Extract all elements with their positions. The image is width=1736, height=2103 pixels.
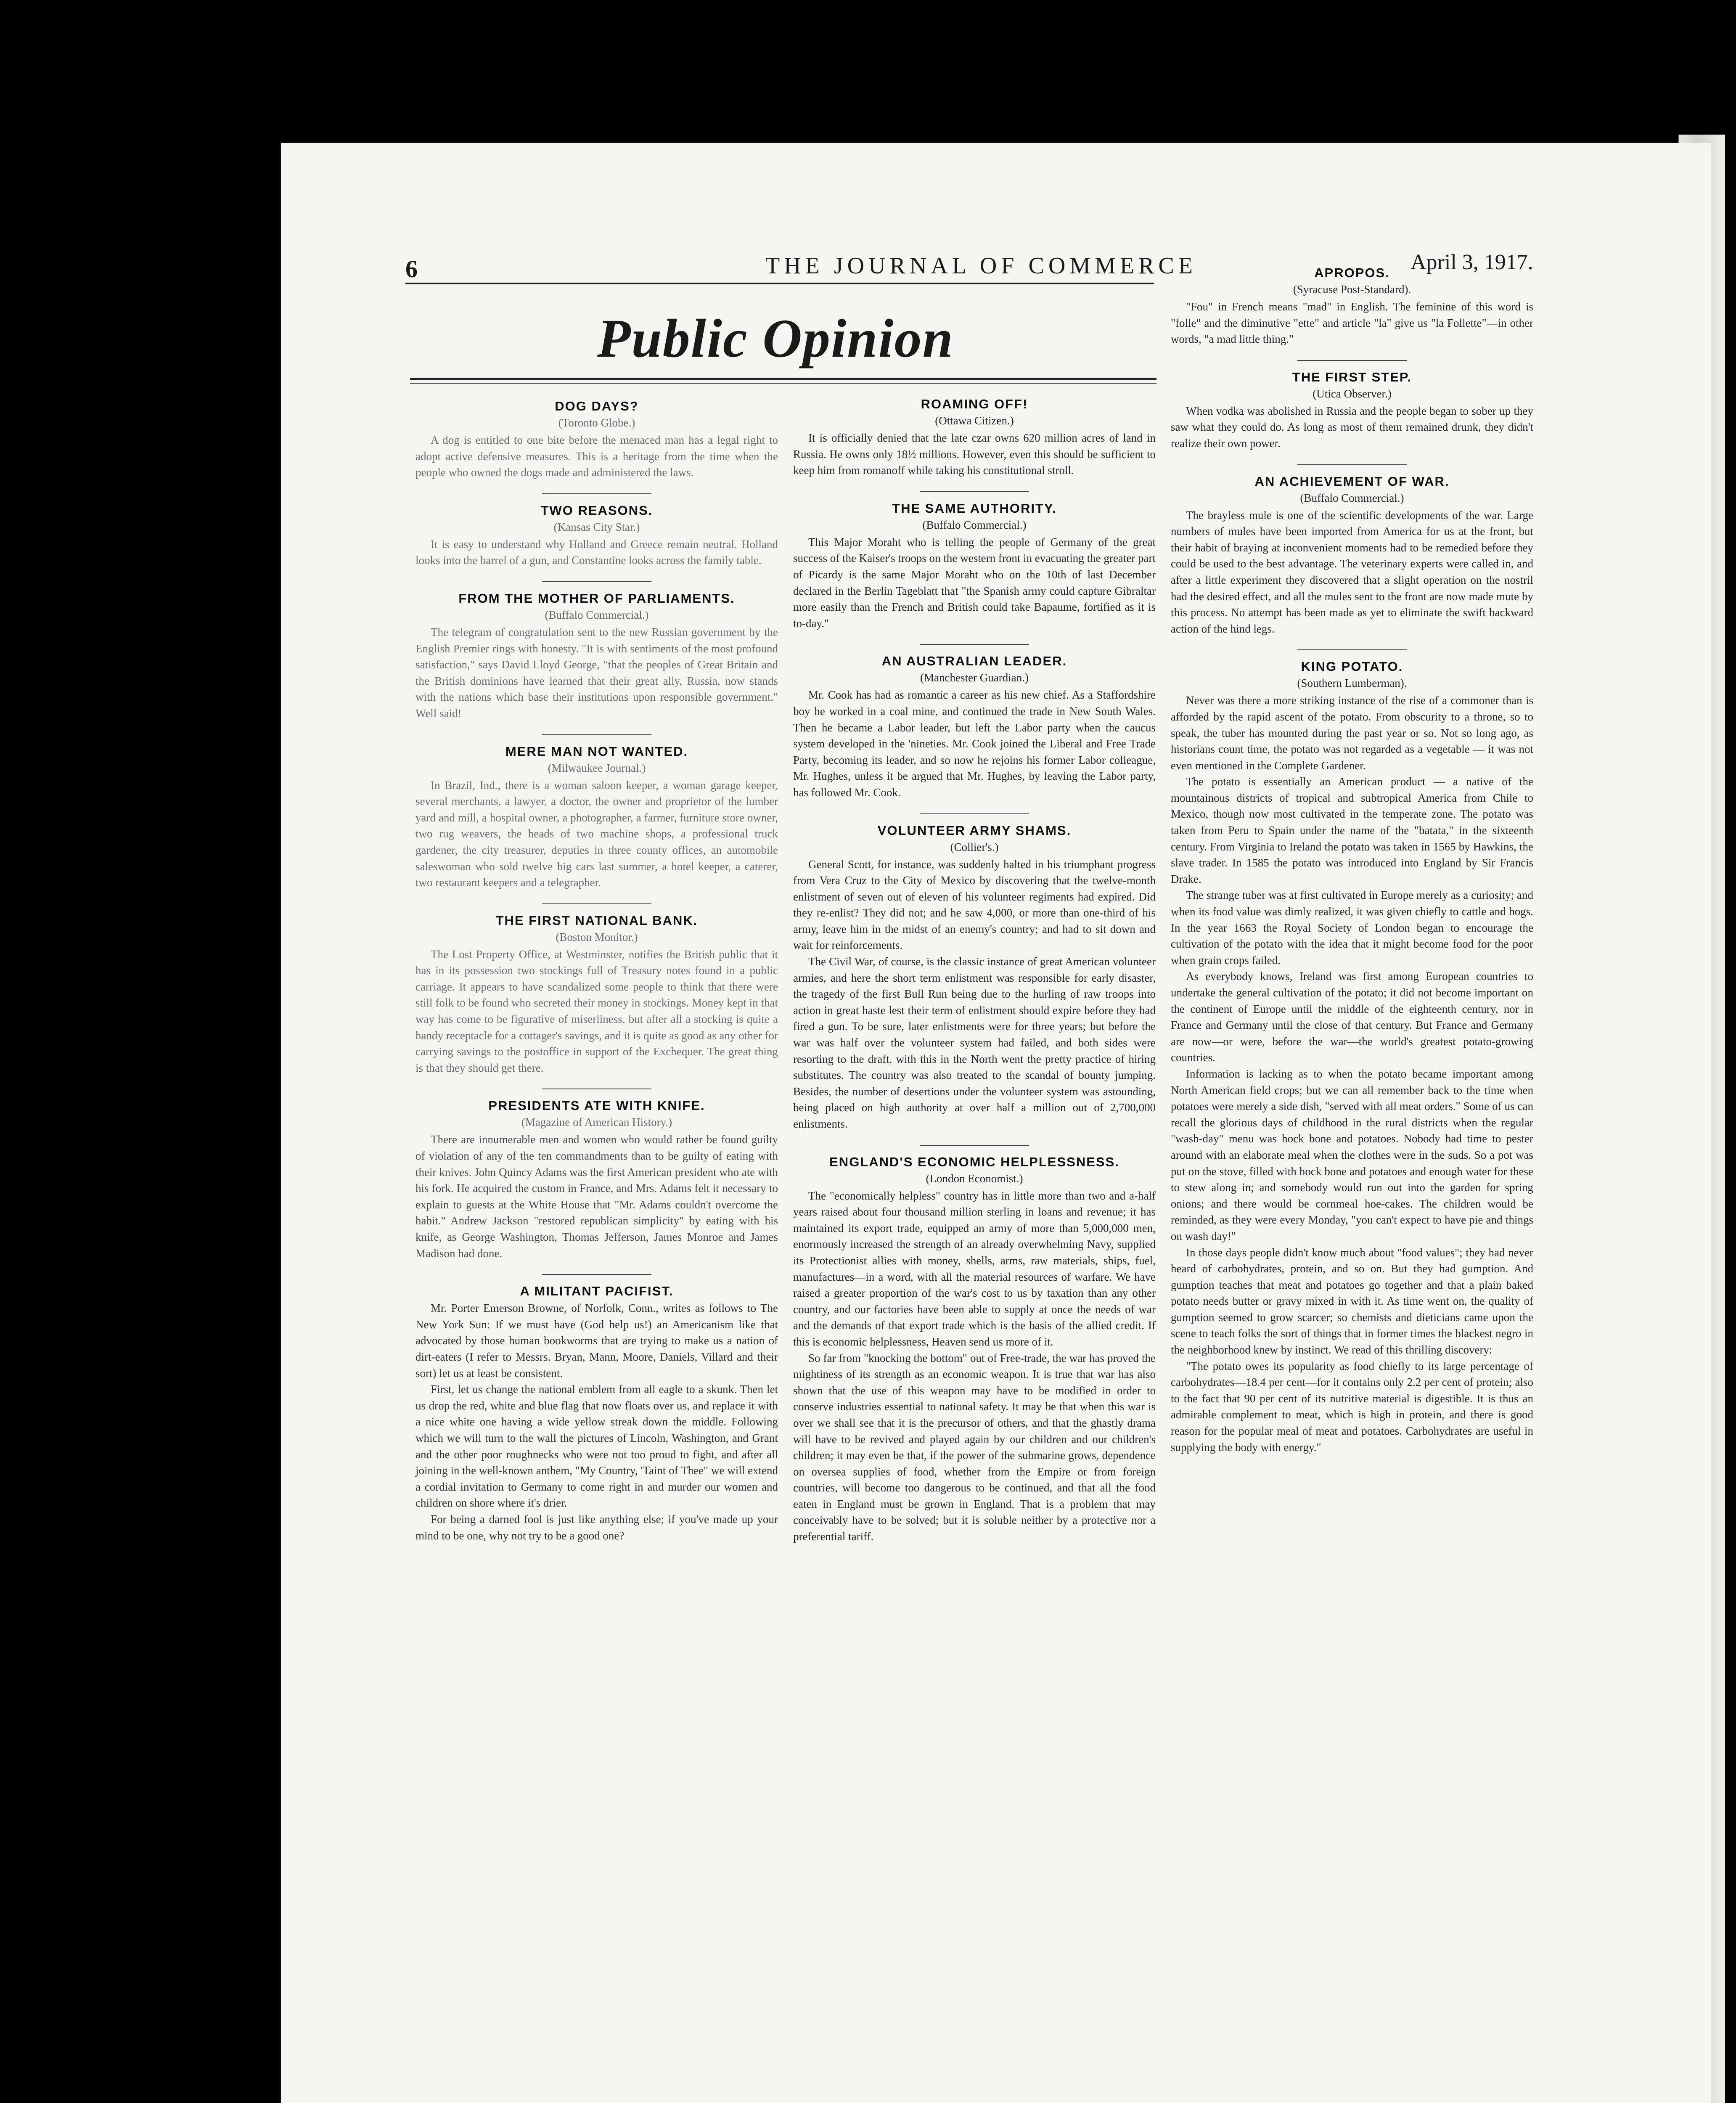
article bbox=[793, 813, 1156, 1132]
article-separator bbox=[920, 644, 1029, 645]
article bbox=[793, 644, 1156, 800]
article-headline: PRESIDENTS ATE WITH KNIFE. bbox=[488, 1098, 705, 1113]
article-source: (Buffalo Commercial.) bbox=[545, 608, 649, 621]
article-paragraph: A dog is entitled to one bite before the menaced man has a legal right to adopt active defensive measures. This is a heritage from the time when the people who owned the dogs made and administered the laws. bbox=[415, 434, 778, 479]
article-source: (Boston Monitor.) bbox=[556, 930, 638, 943]
article-paragraph: The Lost Property Office, at Westminster, notifies the British public that it has in its possession two stockings full of Treasury notes found in a public carriage. It appears to have scandalized some people to think that there were still folk to be found who secreted their money in stockings. Money kept in that way has come to be figurative of miserliness, but after all a stocking is quite a handy receptacle for a cottager's savings, and it is quite as good as any other for carrying savings to the postoffice in support of the Exchequer. The great thing is that they should get there. bbox=[415, 948, 778, 1074]
article bbox=[415, 734, 778, 891]
article-headline: APROPOS. bbox=[1314, 265, 1390, 280]
article-paragraph: The strange tuber was at first cultivated in Europe merely as a curiosity; and when its food value was dimly realized, it was given chiefly to cattle and hogs. In the year 1663 the Royal Society of London began to encourage the cultivation of the potato with the idea that it might become food for the poor when grain crops failed. bbox=[1171, 889, 1533, 967]
article-separator bbox=[542, 734, 651, 735]
article bbox=[415, 581, 778, 722]
article-source: (London Economist.) bbox=[926, 1172, 1023, 1185]
article-paragraph: General Scott, for instance, was suddenly halted in his triumphant progress from Vera Cruz to the City of Mexico by discovering that the twelve-month enlistment of seven out of eleven of his volunteer regiments had expired. Did they re-enlist? They did not; and he saw 4,000, or more than one-third of his army, leave him in the midst of an enemy's country; and had to sit down and wait for reinforcements. bbox=[793, 858, 1156, 952]
article-separator bbox=[1297, 360, 1407, 361]
article-paragraph: Information is lacking as to when the potato became important among North American field crops; but we can all remember back to the time when potatoes were merely a side dish, "served with all meat orders." Some of us can recall the glorious days of childhood in the rural districts when the regular "wash-day" menu was hock bone and potatoes. Nobody had time to pester around with an elaborate meal when the clothes were in the suds. So a pot was put on the stove, filled with hock bone and potatoes and enough water for these to stew along in; and somebody would run out into the garden for spring onions; and there would be cornmeal hoe-cakes. The children would be reminded, as they were every Monday, "you can't expect to have pie and things on wash day!" bbox=[1171, 1067, 1533, 1242]
article-separator bbox=[1297, 649, 1407, 650]
article bbox=[415, 1274, 778, 1544]
article-separator bbox=[920, 491, 1029, 492]
article-separator bbox=[542, 903, 651, 904]
article-source: (Manchester Guardian.) bbox=[920, 671, 1029, 684]
article-separator bbox=[920, 813, 1029, 814]
article-headline: FROM THE MOTHER OF PARLIAMENTS. bbox=[458, 591, 735, 606]
article-separator bbox=[542, 493, 651, 494]
article-paragraph: So far from "knocking the bottom" out of Free-trade, the war has proved the mightiness of its strength as an economic weapon. It is true that war has also shown that the use of this weapon may have to be modified in order to conserve industries essential to national safety. It may be that when this war is over we shall see that it is the precursor of others, and that the ghastly drama will have to be revived and played again by our children and our children's children; it may even be that, if the power of the submarine grows, dependence on oversea supplies of food, whether from the Empire or from foreign countries, will become too dangerous to be continued, and that all the food eaten in England must be grown in England. That is a problem that may conceivably have to be solved; but it is soluble neither by a protective nor a preferential tariff. bbox=[793, 1351, 1156, 1543]
header-rule bbox=[405, 283, 1154, 284]
article-source: (Southern Lumberman). bbox=[1297, 677, 1407, 690]
article-headline: DOG DAYS? bbox=[555, 399, 639, 413]
article bbox=[415, 397, 778, 481]
article-paragraph: It is easy to understand why Holland and Greece remain neutral. Holland looks into the barrel of a gun, and Constantine looks across the family table. bbox=[415, 538, 778, 567]
article-paragraph: Mr. Porter Emerson Browne, of Norfolk, Conn., writes as follows to The New York Sun: If we must have (God help us!) an Americanism like that advocated by those human bookworms that are trying to make us a nation of dirt-eaters (I refer to Messrs. Bryan, Mann, Moore, Daniels, Villard and their sort) let us at least be consistent. bbox=[415, 1302, 778, 1380]
article bbox=[793, 491, 1156, 632]
article-separator bbox=[1297, 464, 1407, 465]
article-paragraph: There are innumerable men and women who would rather be found guilty of violation of any of the ten commandments than to be guilty of eating with their knives. John Quincy Adams was the first American president who ate with his fork. He acquired the custom in France, and Mrs. Adams felt it necessary to explain to guests at the White House that "Mr. Adams couldn't overcome the habit." Andrew Jackson "restored republican simplicity" by eating with his knife, as George Washington, Thomas Jefferson, James Monroe and James Madison had done. bbox=[415, 1133, 778, 1260]
article-paragraph: The potato is essentially an American product — a native of the mountainous districts of tropical and subtropical America from Chile to Mexico, though now most cultivated in the temperate zone. The potato was taken from Peru to Spain under the name of the "batata," in the sixteenth century. From Virginia to Ireland the potato was taken in 1565 by Hawkins, the slave trader. In 1585 the potato was introduced into England by Sir Francis Drake. bbox=[1171, 775, 1533, 885]
article-separator bbox=[920, 1145, 1029, 1146]
article-paragraph: The "economically helpless" country has in little more than two and a-half years raised about four thousand million sterling in loans and revenue; it has maintained its export trade, equipped an army of more than 5,000,000 men, enormously increased the strength of an already overwhelming Navy, supplied its Protectionist allies with money, shells, arms, raw materials, ships, fuel, manufactures—in a word, with all the material resources of warfare. We have raised a greater proportion of the war's cost to us by taxation than any other country, and our factories have been able to supply at once the needs of war and the demands of that export trade which is the basis of the allied credit. If this is economic helplessness, Heaven send us more of it. bbox=[793, 1189, 1156, 1348]
article bbox=[1171, 464, 1533, 637]
article-source: (Ottawa Citizen.) bbox=[935, 414, 1014, 427]
article-paragraph: The brayless mule is one of the scientific developments of the war. Large numbers of mules have been imported from America for us at the front, but their habit of braying at inconvenient moments had to be remedied before they could be used to the best advantage. The veterinary experts were called in, and after a little experiment they discovered that a slight operation on the nostril had the desired effect, and all the mules sent to the front are now made mute by this process. No attempt has been made as yet to eliminate the swift backward action of the hind legs. bbox=[1171, 509, 1533, 635]
title-rule-thick bbox=[410, 378, 1156, 380]
article-source: (Utica Observer.) bbox=[1313, 387, 1392, 400]
article bbox=[1171, 360, 1533, 452]
article-paragraph: Mr. Cook has had as romantic a career as his new chief. As a Staffordshire boy he worked in a coal mine, and continued the trade in New South Wales. Then he became a Labor leader, but left the Labor party when the caucus system developed in the 'nineties. Mr. Cook joined the Liberal and Free Trade Party, becoming its leader, and so now he rejoins his former Labor colleague, Mr. Hughes, unless it be argued that Mr. Hughes, by leaving the Labor party, has followed Mr. Cook. bbox=[793, 689, 1156, 799]
article-paragraph: "Fou" in French means "mad" in English. The feminine of this word is "folle" and the diminutive "ette" and article "la" give us "la Follette"—in other words, "a mad little thing." bbox=[1171, 300, 1533, 346]
article-paragraph: Never was there a more striking instance of the rise of a commoner than is afforded by the rapid ascent of the potato. From obscurity to a throne, so to speak, the tuber has mounted during the past year or so. Not so long ago, as historians count time, the potato was not regarded as a vegetable — it was not even mentioned in the Complete Gardener. bbox=[1171, 694, 1533, 772]
article-paragraph: It is officially denied that the late czar owns 620 million acres of land in Russia. He owns only 18½ millions. However, even this should be sufficient to keep him from romanoff while taking his constitutional stroll. bbox=[793, 432, 1156, 477]
article-headline: AN ACHIEVEMENT OF WAR. bbox=[1254, 474, 1450, 489]
article-source: (Magazine of American History.) bbox=[521, 1116, 672, 1129]
article-source: (Buffalo Commercial.) bbox=[922, 518, 1027, 531]
column-1 bbox=[415, 397, 778, 1962]
article-paragraph: As everybody knows, Ireland was first among European countries to undertake the general cultivation of the potato; it did not become important on the continent of Europe until the middle of the eighteenth century, nor in France and Germany until the close of that century. But France and Germany are now—or were, before the war—the world's greatest potato-growing countries. bbox=[1171, 970, 1533, 1064]
article-paragraph: In Brazil, Ind., there is a woman saloon keeper, a woman garage keeper, several merchants, a lawyer, a doctor, the owner and proprietor of the lumber yard and mill, a hospital owner, a photographer, a farmer, furniture store owner, two rug weavers, the heads of two machine shops, a professional truck gardener, the city treasurer, deputies in three county offices, an automobile saleswoman who sold twelve big cars last summer, a hotel keeper, a caterer, two restaurant keepers and a telegrapher. bbox=[415, 779, 778, 889]
article-headline: THE FIRST NATIONAL BANK. bbox=[495, 913, 698, 928]
article-headline: KING POTATO. bbox=[1301, 659, 1403, 674]
article-headline: THE FIRST STEP. bbox=[1292, 369, 1412, 384]
article-paragraph: When vodka was abolished in Russia and the people began to sober up they saw what they could do. As long as most of them remained drunk, they didn't realize their own power. bbox=[1171, 404, 1533, 450]
article bbox=[793, 1145, 1156, 1545]
article-paragraph: This Major Moraht who is telling the people of Germany of the great success of the Kaiser's troops on the western front in evacuating the greater part of Picardy is the same Major Moraht who on the 10th of last December declared in the Berlin Tageblatt that "the Spanish army could capture Gibraltar more easily than the French and British could take Bapaume, fortified as it is to-day." bbox=[793, 535, 1156, 630]
column-3 bbox=[1171, 264, 1533, 1862]
article-headline: A MILITANT PACIFIST. bbox=[520, 1284, 674, 1299]
article bbox=[415, 1089, 778, 1261]
article-headline: ENGLAND'S ECONOMIC HELPLESSNESS. bbox=[829, 1154, 1119, 1169]
section-title: Public Opinion bbox=[597, 308, 954, 369]
article bbox=[1171, 264, 1533, 347]
article-headline: THE SAME AUTHORITY. bbox=[892, 501, 1057, 516]
article-source: (Buffalo Commercial.) bbox=[1300, 491, 1404, 504]
article-paragraph: The telegram of congratulation sent to the new Russian government by the English Premier rings with honesty. "It is with sentiments of the most profound satisfaction," says David Lloyd George, "that the peoples of Great Britain and the British dominions have learned that their great ally, Russia, now stands with the nations which base their institutions upon responsible government." Well said! bbox=[415, 625, 778, 720]
article bbox=[415, 903, 778, 1076]
article-separator bbox=[542, 581, 651, 582]
article bbox=[793, 395, 1156, 479]
article-source: (Toronto Globe.) bbox=[558, 416, 635, 429]
article-separator bbox=[542, 1274, 651, 1275]
issue-date: April 3, 1917. bbox=[1410, 250, 1533, 274]
masthead: THE JOURNAL OF COMMERCE bbox=[765, 253, 1197, 279]
article-paragraph: For being a darned fool is just like anything else; if you've made up your mind to be one, why not try to be a good one? bbox=[415, 1512, 778, 1542]
article-headline: ROAMING OFF! bbox=[921, 397, 1028, 411]
article-source: (Milwaukee Journal.) bbox=[548, 761, 646, 774]
article bbox=[415, 493, 778, 569]
article bbox=[1171, 649, 1533, 1455]
article-headline: AN AUSTRALIAN LEADER. bbox=[881, 654, 1067, 669]
article-paragraph: In those days people didn't know much about "food values"; they had never heard of carbohydrates, protein, and so on. But they had gumption. And gumption teaches that meat and potatoes go together and that a plain baked potato needs butter or gravy mixed in with it. As time went on, the quality of gumption seemed to grow scarcer; so chemists and dieticians came upon the scene to teach folks the sort of things that in former times the blackest negro in the neighborhood knew by instinct. We read of this thrilling discovery: bbox=[1171, 1246, 1533, 1356]
article-headline: MERE MAN NOT WANTED. bbox=[505, 744, 688, 759]
article-headline: VOLUNTEER ARMY SHAMS. bbox=[877, 823, 1072, 838]
article-source: (Collier's.) bbox=[950, 840, 999, 853]
page-number: 6 bbox=[405, 255, 418, 283]
article-headline: TWO REASONS. bbox=[540, 503, 653, 518]
column-2 bbox=[793, 395, 1156, 2023]
article-source: (Kansas City Star.) bbox=[553, 520, 640, 533]
article-paragraph: First, let us change the national emblem from all eagle to a skunk. Then let us drop the red, white and blue flag that now floats over us, and replace it with a nice white one having a wide yellow streak down the middle. Following which we will turn to the wall the pictures of Lincoln, Washington, and Grant and the other poor roughnecks who were not too proud to fight, and after all joining in the well-known anthem, "My Country, 'Taint of Thee" we will extend a cordial invitation to Germany to come right in and murder our women and children on shore where it's drier. bbox=[415, 1383, 778, 1510]
article-paragraph: "The potato owes its popularity as food chiefly to its large percentage of carbohydrates—18.4 per cent—for it contains only 2.2 per cent of protein; also to the fact that 90 per cent of its nutritive material is digestible. It is thus an admirable complement to meat, which is high in protein, and there is good reason for the popular meal of meat and potatoes. Carbohydrates are useful in supplying the body with energy." bbox=[1171, 1359, 1533, 1454]
article-source: (Syracuse Post-Standard). bbox=[1293, 283, 1411, 296]
article-paragraph: The Civil War, of course, is the classic instance of great American volunteer armies, and here the short term enlistment was responsible for early disaster, the tragedy of the first Bull Run being due to the hurling of raw troops into action in great haste lest their term of enlistment should expire before they had fired a gun. To be sure, later enlistments were for three years; but before the war was half over the volunteer system had failed, and both sides were resorting to the draft, with this in the North went the pretty practice of hiring substitutes. The country was also treated to the scandal of bounty jumping. Besides, the number of desertions under the volunteer system was astounding, being placed on high authority at over half a million out of 2,700,000 enlistments. bbox=[793, 955, 1156, 1130]
title-rule-thin bbox=[410, 383, 1156, 384]
